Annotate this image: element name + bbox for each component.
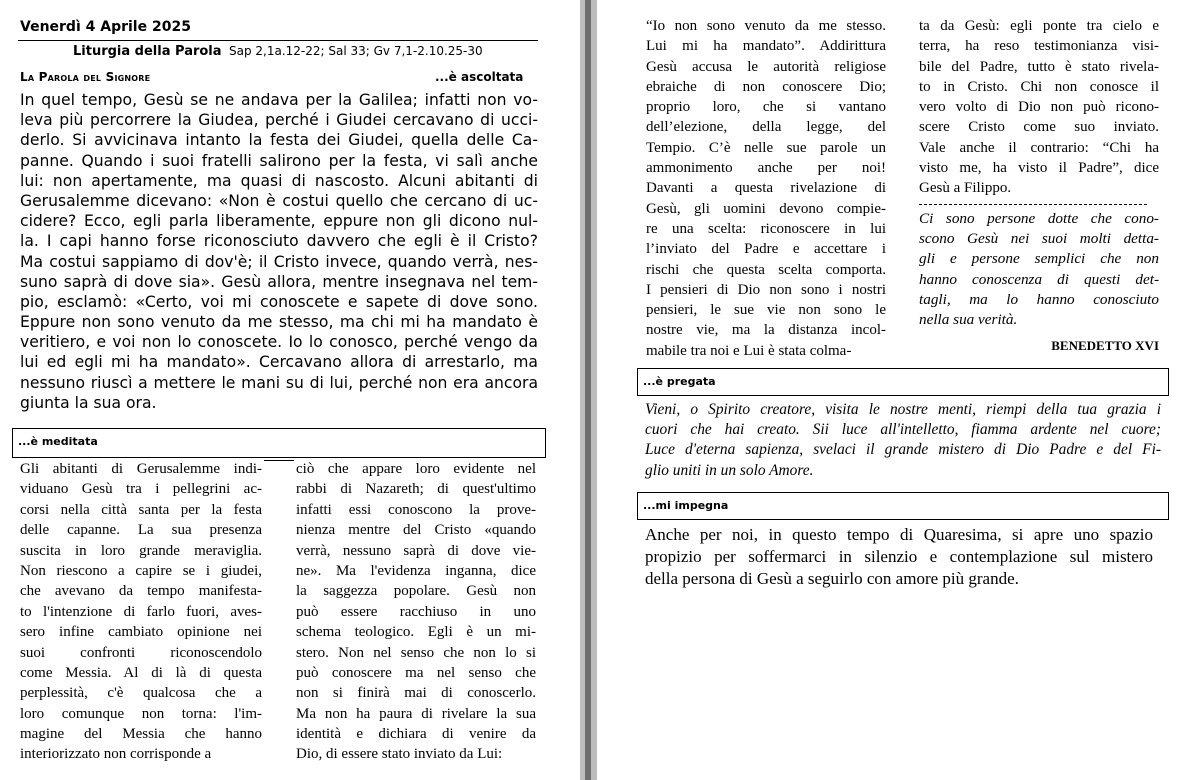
meditation-line: Vale anche il contrario: “Chi ha [919,139,1159,156]
meditation-line: non si finirà mai di conoscerlo. [296,685,536,702]
page-date: Venerdì 4 Aprile 2025 [20,19,191,35]
gospel-line: In quel tempo, Gesù se ne andava per la Galilea; infatti non vo- [20,91,538,109]
meditation-line: Gesù a Filippo. [919,180,1012,197]
column-separator [264,460,294,461]
quote-author: BENEDETTO XVI [1051,338,1159,353]
gospel-line: Ma costui sappiamo di dov'è; il Cristo invece, quando verrà, nes- [20,252,538,271]
meditation-line: interiorizzato non corrisponde a [20,746,212,763]
section-title-impegna: ...mi impegna [643,499,729,512]
meditation-line: scere Cristo come suo inviato. [919,119,1159,136]
commitment-text [645,524,1153,590]
meditation-line: ciò che appare loro evidente nel [296,461,536,477]
meditation-line: vero volto di Dio non può ricono- [919,99,1159,116]
prayer-text [645,400,1161,481]
left-page [0,0,580,780]
quote-separator [919,204,1147,205]
gospel-line: veritiero, e voi non lo conoscete. Io lo conosco, perché vengo da [20,333,538,352]
quote-line: Ci sono persone dotte che cono- [919,209,1159,227]
meditation-line: che avevano da tempo manifesta- [20,583,262,600]
gospel-line: la. I capi hanno forse riconosciuto davvero che egli è il Cristo? [20,232,538,251]
meditation-line: corsi nella città santa per la festa [20,501,262,518]
meditation-line: re una scelta: riconoscere in lui [646,220,886,237]
meditation-line: stero. Non nel senso che non lo si [296,644,536,661]
meditation-line: Non riescono a capire se i giudei, [20,562,262,579]
quote-line: tagli, ma lo hanno conosciuto [919,290,1159,308]
gospel-line: lui ed egli mi ha mandato». Cercavano allora di arrestarlo, ma [20,353,538,372]
quote-line: scono Gesù nei suoi molti detta- [919,229,1159,247]
meditation-line: sero infine cambiato opinione nei [20,624,262,641]
meditation-line: “Io non sono venuto da me stesso. [646,18,886,34]
section-box-meditata [12,428,546,458]
meditation-line: verrà, nessuno saprà di dove vie- [296,542,536,559]
prayer-line: Vieni, o Spirito creatore, visita le nostre menti, riempi della tua grazia i [645,401,1161,418]
meditation-line: può conoscere ma nel senso che [296,664,536,681]
gospel-line: Eppure non sono venuto da me stesso, ma chi mi ha mandato è [20,313,538,332]
meditation-column-2 [296,459,536,765]
meditation-line: visto me, ha visto il Padre”, dice [919,160,1159,177]
quote-line: hanno conoscenza di questi det- [919,270,1159,288]
meditation-line: pensieri, le sue vie non sono le [646,302,886,319]
meditation-line: delle capanne. La sua presenza [20,522,262,539]
meditation-line: ammonimento anche per noi! [646,160,886,177]
gospel-line: lui: non apertamente, ma quasi di nascosto. Alcuni abitanti di [20,171,538,190]
header-rule [18,40,538,41]
right-page [597,0,1190,780]
gospel-text [20,90,538,413]
meditation-line: Lui mi ha mandato”. Addirittura [646,38,886,55]
meditation-line: Gesù accusa le autorità religiose [646,58,886,75]
meditation-line: suoi confronti riconoscendolo [20,644,262,661]
meditation-line: Ma non ha paura di rivelare la sua [296,705,536,722]
meditation-line: l’inviato del Padre e accettare i [646,241,886,258]
meditation-line: proprio loro, che si vantano [646,99,886,116]
meditation-line: to in Cristo. Chi non conosce il [919,78,1159,95]
prayer-line: Luce d'eterna sapienza, svelaci il grande mistero di Dio Padre e del Fi- [645,441,1161,459]
section-title-pregata: ...è pregata [643,375,716,388]
meditation-line: I pensieri di Dio non sono i nostri [646,281,886,298]
liturgy-title: Liturgia della Parola [73,44,222,59]
meditation-line: la saggezza popolare. Gesù non [296,583,536,600]
meditation-line: può essere racchiuso in uno [296,603,536,620]
meditation-line: identità e dichiara di venire da [296,726,536,743]
meditation-column-4 [919,16,1159,330]
prayer-line: glio uniti in un solo Amore. [645,461,814,479]
meditation-line: ebraiche di non conoscere Dio; [646,78,886,95]
gospel-line: cidere? Ecco, egli parla liberamente, eppure non gli dicono nul- [20,212,538,231]
meditation-line: dell’elezione, della legge, del [646,119,886,136]
meditation-line: rischi che questa scelta comporta. [646,261,886,278]
section-title-parola: La Parola del Signore [20,70,151,84]
gospel-line: leva più percorrere la Giudea, perché i Giudei cercavano di ucci- [20,111,538,130]
meditation-line: infatti essi conoscono la prove- [296,501,536,518]
commitment-line: della persona di Gesù a seguirlo con amore più grande. [645,569,1019,588]
gospel-line: panne. Quando i suoi fratelli salirono per la festa, vi salì anche [20,151,538,170]
meditation-line: perplessità, c'è qualcosa che a [20,685,262,702]
gospel-line: nessuno riuscì a mettere le mani su di lui, perché non era ancora [20,373,538,392]
meditation-line: Gli abitanti di Gerusalemme indi- [20,461,262,477]
meditation-column-3 [646,16,886,361]
meditation-line: nostre vie, ma la distanza incol- [646,322,886,339]
gospel-line: giunta la sua ora. [20,393,157,412]
gospel-line: Gerusalemme dicevano: «Non è costui quello che cercano di uc- [20,191,538,210]
meditation-line: suscita in loro grande meraviglia. [20,542,262,559]
meditation-line: nienza mentre del Cristo «quando [296,522,536,539]
section-box-pregata [637,368,1169,396]
gospel-line: derlo. Si avvicinava intanto la festa dei Giudei, quella delle Ca- [20,131,538,150]
commitment-line: propizio per soffermarci in silenzio e contemplazione sul mistero [645,547,1153,566]
meditation-line: ta da Gesù: egli ponte tra cielo e [919,18,1159,34]
quote-line: nella sua verità. [919,311,1018,329]
meditation-line: ne». Ma l'evidenza inganna, dice [296,562,536,579]
meditation-line: bile del Padre, tutto è stato rivela- [919,58,1159,75]
meditation-line: Gesù, gli uomini devono compie- [646,200,886,217]
meditation-line: Davanti a questa rivelazione di [646,180,886,197]
meditation-line: to l'intenzione di farlo fuori, aves- [20,603,262,620]
meditation-line: loro comunque non torna: l'im- [20,705,262,722]
prayer-line: cuori che hai creato. Sii luce all'intelletto, fiamma ardente nel cuore; [645,421,1161,439]
quote-line: gli e persone semplici che non [919,250,1159,268]
section-title-meditata: ...è meditata [18,435,98,448]
section-box-impegna [637,492,1169,520]
page-gutter [580,0,597,780]
meditation-line: magine del Messia che hanno [20,726,262,743]
meditation-line: mabile tra noi e Lui è stata colma- [646,342,852,359]
meditation-line: Dio, di essere stato inviato da Lui: [296,746,503,763]
section-title-ascoltata: ...è ascoltata [435,70,524,84]
meditation-line: schema teologico. Egli è un mi- [296,624,536,641]
gospel-line: pio, esclamò: «Certo, voi mi conoscete e sapete di dove sono. [20,292,538,311]
meditation-column-1 [20,459,262,765]
meditation-line: viduano Gesù tra i pellegrini ac- [20,481,262,498]
commitment-line: Anche per noi, in questo tempo di Quaresima, si apre uno spazio [645,525,1153,544]
meditation-line: rabbi di Nazareth; di quest'ultimo [296,481,536,498]
meditation-line: terra, ha reso testimonianza visi- [919,38,1159,55]
liturgy-references: Sap 2,1a.12-22; Sal 33; Gv 7,1-2.10.25-30 [229,44,483,58]
gospel-line: suno saprà di dove sia». Gesù allora, mentre insegnava nel tem- [20,272,538,291]
meditation-line: Tempio. C’è nelle sue parole un [646,139,886,156]
meditation-line: come Messia. Al di là di questa [20,664,262,681]
